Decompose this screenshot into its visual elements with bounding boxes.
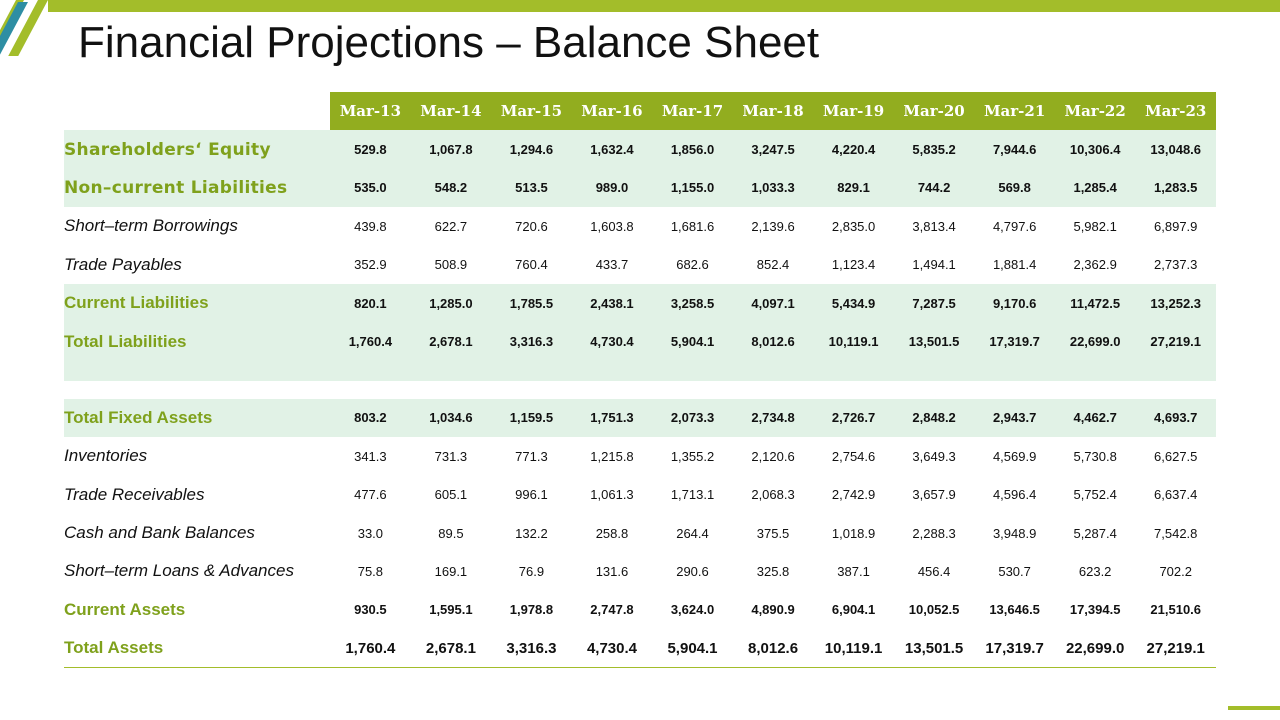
table-cell: 1,751.3: [572, 399, 653, 437]
table-cell: 4,890.9: [751, 602, 795, 618]
table-row: [64, 591, 1216, 629]
table-cell: 1,159.5: [491, 399, 572, 437]
table-cell: 2,726.7: [813, 399, 894, 437]
table-row: [64, 437, 1216, 475]
column-header: Mar-17: [652, 92, 733, 130]
table-cell: 17,319.7: [974, 322, 1055, 360]
table-row: [64, 629, 1216, 668]
table-cell: 5,982.1: [1073, 218, 1117, 234]
row-label: Non–current Liabilities: [64, 169, 330, 207]
column-header: Mar-14: [411, 92, 492, 130]
table-cell: 11,472.5: [1055, 284, 1136, 322]
table-cell: 13,252.3: [1135, 284, 1216, 322]
table-cell: 803.2: [330, 399, 411, 437]
row-label: Cash and Bank Balances: [64, 523, 255, 543]
table-cell: 341.3: [354, 448, 387, 464]
column-header: Mar-21: [974, 92, 1055, 130]
spacer-row: [64, 381, 1216, 399]
bottom-accent-bar: [1228, 706, 1280, 710]
table-cell: 744.2: [894, 169, 975, 207]
table-cell: 4,462.7: [1055, 399, 1136, 437]
row-label: Total Fixed Assets: [64, 399, 330, 437]
table-cell: 132.2: [515, 525, 548, 541]
table-cell: 2,747.8: [590, 602, 634, 618]
table-cell: 535.0: [330, 169, 411, 207]
table-cell: 852.4: [756, 257, 790, 273]
table-cell: 13,501.5: [894, 322, 975, 360]
table-cell: 10,119.1: [813, 629, 894, 668]
table-cell: 387.1: [837, 563, 870, 579]
table-cell: 2,742.9: [831, 487, 876, 503]
table-cell: 731.3: [434, 448, 468, 464]
table-cell: 22,699.0: [1055, 322, 1136, 360]
table-cell: 477.6: [354, 487, 387, 503]
table-cell: 21,510.6: [1150, 602, 1202, 618]
table-cell: 1,760.4: [330, 322, 411, 360]
column-header: Mar-13: [330, 92, 411, 130]
table-cell: 13,501.5: [894, 629, 975, 668]
table-cell: 989.0: [572, 169, 653, 207]
table-cell: 1,034.6: [411, 399, 492, 437]
table-cell: 2,678.1: [411, 629, 492, 668]
page-title: Financial Projections – Balance Sheet: [78, 18, 820, 67]
table-cell: 5,287.4: [1073, 525, 1117, 541]
table-cell: 508.9: [434, 257, 468, 273]
table-cell: 1,033.3: [733, 169, 814, 207]
table-cell: 605.1: [434, 487, 468, 503]
table-cell: 5,904.1: [652, 629, 733, 668]
table-cell: 548.2: [411, 169, 492, 207]
table-cell: 433.7: [595, 257, 629, 273]
balance-sheet-table: [64, 92, 1216, 668]
section-gap: [64, 361, 1216, 399]
table-cell: 290.6: [676, 563, 709, 579]
table-cell: 720.6: [515, 218, 548, 234]
column-header: Mar-15: [491, 92, 572, 130]
table-cell: 3,948.9: [992, 525, 1037, 541]
row-label: Trade Payables: [64, 254, 182, 274]
table-cell: 3,813.4: [912, 218, 956, 234]
table-cell: 771.3: [515, 448, 548, 464]
table-cell: 2,734.8: [733, 399, 814, 437]
table-cell: 7,944.6: [974, 130, 1055, 168]
table-cell: 2,288.3: [912, 525, 956, 541]
table-cell: 1,355.2: [670, 448, 715, 464]
table-cell: 5,730.8: [1073, 448, 1117, 464]
table-cell: 1,881.4: [992, 257, 1037, 273]
table-cell: 1,632.4: [572, 130, 653, 168]
table-cell: 76.9: [518, 563, 545, 579]
table-cell: 258.8: [595, 525, 629, 541]
table-cell: 3,657.9: [912, 487, 956, 503]
column-header: Mar-20: [894, 92, 975, 130]
row-label: Trade Receivables: [64, 484, 205, 504]
column-header: Mar-16: [572, 92, 653, 130]
top-accent-bar: [48, 0, 1280, 12]
table-cell: 3,258.5: [652, 284, 733, 322]
table-cell: 2,438.1: [572, 284, 653, 322]
table-cell: 4,730.4: [572, 322, 653, 360]
table-row: [64, 476, 1216, 514]
table-cell: 17,394.5: [1069, 602, 1121, 618]
table-cell: 5,835.2: [894, 130, 975, 168]
table-cell: 4,097.1: [733, 284, 814, 322]
table-cell: 2,848.2: [894, 399, 975, 437]
table-cell: 1,595.1: [429, 602, 473, 618]
table-cell: 89.5: [438, 525, 464, 541]
table-cell: 1,155.0: [652, 169, 733, 207]
table-cell: 1,067.8: [411, 130, 492, 168]
table-cell: 1,760.4: [330, 629, 411, 668]
table-cell: 2,362.9: [1073, 257, 1117, 273]
table-row: [64, 322, 1216, 360]
table-cell: 10,306.4: [1055, 130, 1136, 168]
table-cell: 3,247.5: [733, 130, 814, 168]
row-label: Short–term Loans & Advances: [64, 561, 294, 581]
table-row: [64, 169, 1216, 207]
table-cell: 4,797.6: [992, 218, 1037, 234]
table-cell: 6,637.4: [1154, 487, 1198, 503]
column-header: Mar-19: [813, 92, 894, 130]
column-header: Mar-18: [733, 92, 814, 130]
table-cell: 2,835.0: [831, 218, 876, 234]
table-cell: 2,120.6: [751, 448, 795, 464]
table-cell: 439.8: [354, 218, 387, 234]
table-cell: 7,287.5: [894, 284, 975, 322]
table-cell: 622.7: [434, 218, 468, 234]
table-cell: 1,294.6: [491, 130, 572, 168]
table-cell: 530.7: [998, 563, 1031, 579]
table-cell: 1,681.6: [670, 218, 715, 234]
table-cell: 3,316.3: [491, 629, 572, 668]
table-cell: 10,052.5: [908, 602, 960, 618]
table-cell: 1,061.3: [590, 487, 634, 503]
table-cell: 820.1: [330, 284, 411, 322]
table-cell: 996.1: [515, 487, 548, 503]
table-row: [64, 399, 1216, 437]
column-header: Mar-22: [1055, 92, 1136, 130]
table-cell: 456.4: [917, 563, 951, 579]
table-cell: 1,285.0: [411, 284, 492, 322]
table-cell: 2,073.3: [652, 399, 733, 437]
table-cell: 3,649.3: [912, 448, 956, 464]
table-cell: 930.5: [354, 602, 387, 618]
row-label: Current Assets: [64, 599, 186, 619]
table-cell: 169.1: [434, 563, 468, 579]
table-cell: 1,785.5: [491, 284, 572, 322]
table-cell: 6,627.5: [1154, 448, 1198, 464]
table-cell: 27,219.1: [1135, 322, 1216, 360]
table-cell: 1,856.0: [652, 130, 733, 168]
table-cell: 6,897.9: [1154, 218, 1198, 234]
table-cell: 3,316.3: [491, 322, 572, 360]
table-cell: 5,904.1: [652, 322, 733, 360]
table-cell: 325.8: [756, 563, 790, 579]
table-cell: 4,693.7: [1135, 399, 1216, 437]
table-cell: 27,219.1: [1135, 629, 1216, 668]
table-cell: 3,624.0: [670, 602, 715, 618]
table-cell: 8,012.6: [733, 629, 814, 668]
table-cell: 2,737.3: [1154, 257, 1198, 273]
table-cell: 1,123.4: [831, 257, 876, 273]
table-cell: 1,603.8: [590, 218, 634, 234]
table-cell: 1,978.8: [509, 602, 554, 618]
table-cell: 623.2: [1078, 563, 1112, 579]
table-cell: 1,285.4: [1055, 169, 1136, 207]
table-cell: 7,542.8: [1154, 525, 1198, 541]
table-cell: 17,319.7: [974, 629, 1055, 668]
table-cell: 4,569.9: [992, 448, 1037, 464]
table-row: [64, 552, 1216, 590]
table-cell: 264.4: [676, 525, 709, 541]
table-cell: 1,215.8: [590, 448, 634, 464]
table-cell: 2,068.3: [751, 487, 795, 503]
table-cell: 5,752.4: [1073, 487, 1117, 503]
table-row: [64, 130, 1216, 168]
table-cell: 569.8: [974, 169, 1055, 207]
table-cell: 6,904.1: [831, 602, 876, 618]
table-cell: 375.5: [756, 525, 790, 541]
table-cell: 513.5: [491, 169, 572, 207]
table-cell: 529.8: [330, 130, 411, 168]
column-header: Mar-23: [1135, 92, 1216, 130]
table-row: [64, 207, 1216, 245]
table-cell: 2,139.6: [751, 218, 795, 234]
table-cell: 8,012.6: [733, 322, 814, 360]
table-cell: 1,283.5: [1135, 169, 1216, 207]
table-cell: 4,220.4: [813, 130, 894, 168]
table-cell: 4,730.4: [572, 629, 653, 668]
table-cell: 75.8: [357, 563, 384, 579]
row-label: Total Assets: [64, 629, 330, 668]
table-cell: 352.9: [354, 257, 387, 273]
table-cell: 2,678.1: [411, 322, 492, 360]
table-cell: 702.2: [1159, 563, 1192, 579]
liabilities-section: [64, 130, 1216, 360]
table-cell: 1,713.1: [670, 487, 715, 503]
table-cell: 13,646.5: [989, 602, 1040, 618]
table-cell: 22,699.0: [1055, 629, 1136, 668]
table-row: [64, 246, 1216, 284]
table-cell: 829.1: [813, 169, 894, 207]
table-cell: 1,018.9: [831, 525, 876, 541]
table-cell: 33.0: [357, 525, 384, 541]
spacer-row: [64, 361, 1216, 381]
table-cell: 2,943.7: [974, 399, 1055, 437]
table-row: [64, 284, 1216, 322]
table-cell: 4,596.4: [992, 487, 1037, 503]
table-cell: 2,754.6: [831, 448, 876, 464]
table-cell: 9,170.6: [974, 284, 1055, 322]
header-row: [64, 92, 1216, 130]
row-label: Shareholders‘ Equity: [64, 130, 330, 168]
row-label: Total Liabilities: [64, 322, 330, 360]
row-label: Short–term Borrowings: [64, 216, 238, 236]
table-cell: 1,494.1: [912, 257, 956, 273]
row-label: Inventories: [64, 446, 148, 466]
header-corner: [64, 92, 330, 130]
table-cell: 13,048.6: [1135, 130, 1216, 168]
assets-section: [64, 399, 1216, 668]
table-cell: 682.6: [676, 257, 709, 273]
row-label: Current Liabilities: [64, 284, 330, 322]
table-cell: 5,434.9: [813, 284, 894, 322]
table-row: [64, 514, 1216, 552]
table-cell: 131.6: [595, 563, 629, 579]
table-cell: 10,119.1: [813, 322, 894, 360]
table-cell: 760.4: [515, 257, 548, 273]
